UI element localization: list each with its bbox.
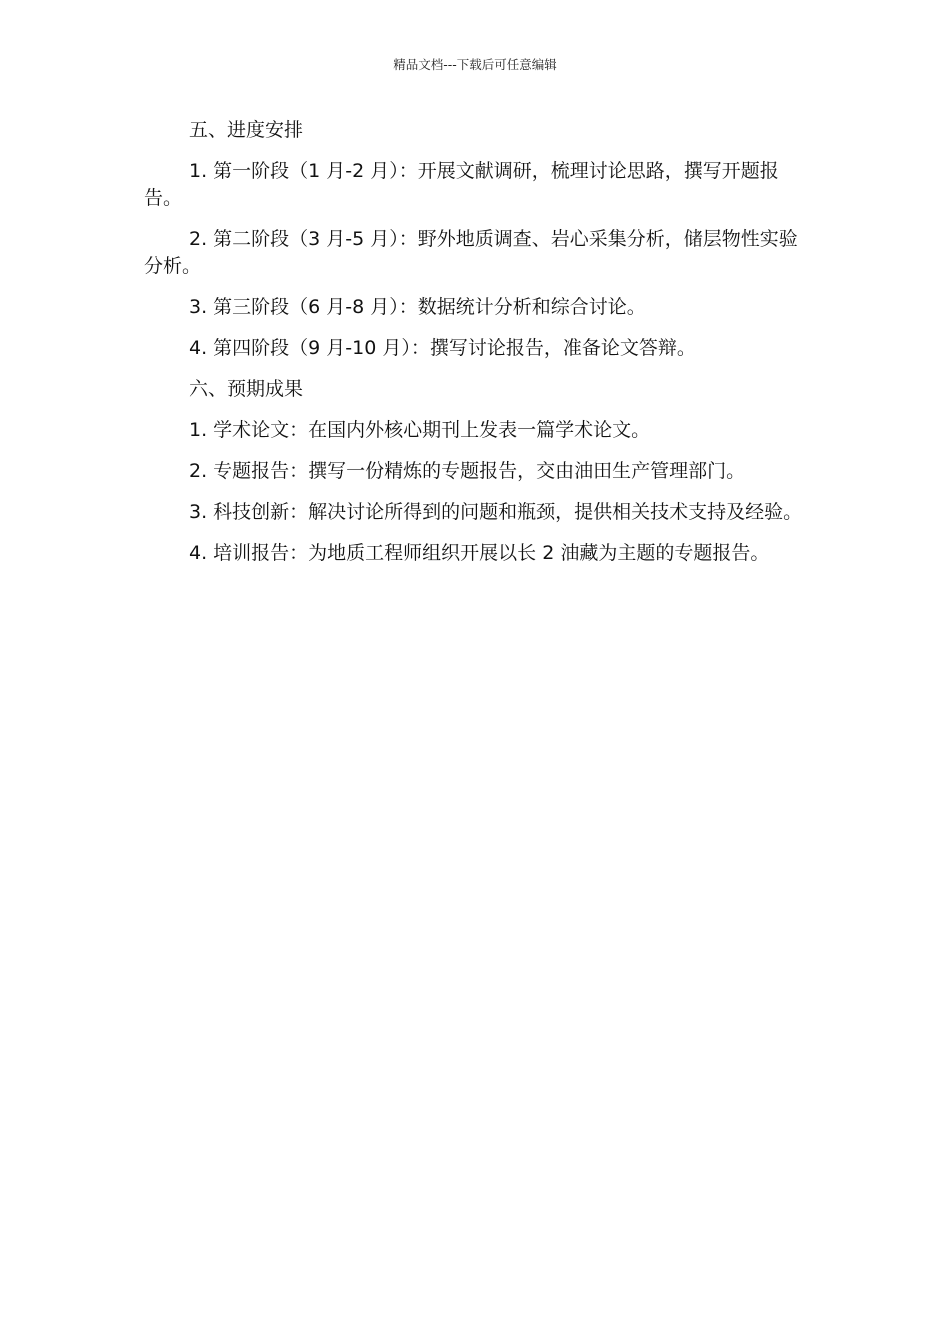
list-item: 1. 第一阶段（1 月-2 月）：开展文献调研，梳理讨论思路，撰写开题报告。 [144,160,779,209]
section-expected-results [144,376,806,567]
list-item: 3. 科技创新：解决讨论所得到的问题和瓶颈，提供相关技术支持及经验。 [189,501,803,523]
list-item: 1. 学术论文：在国内外核心期刊上发表一篇学术论文。 [189,419,651,441]
page-header: 精品文档---下载后可任意编辑 [393,57,557,72]
list-item: 2. 专题报告：撰写一份精炼的专题报告，交由油田生产管理部门。 [189,460,746,482]
list-item: 4. 培训报告：为地质工程师组织开展以长 2 油藏为主题的专题报告。 [189,542,770,564]
section-heading: 五、进度安排 [189,119,304,141]
document-body [144,117,806,581]
section-schedule [144,117,806,362]
list-item: 4. 第四阶段（9 月-10 月）：撰写讨论报告，准备论文答辩。 [189,337,696,359]
list-item: 3. 第三阶段（6 月-8 月）：数据统计分析和综合讨论。 [189,296,646,318]
list-item: 2. 第二阶段（3 月-5 月）：野外地质调查、岩心采集分析，储层物性实验分析。 [144,228,798,277]
section-heading: 六、预期成果 [189,378,304,400]
